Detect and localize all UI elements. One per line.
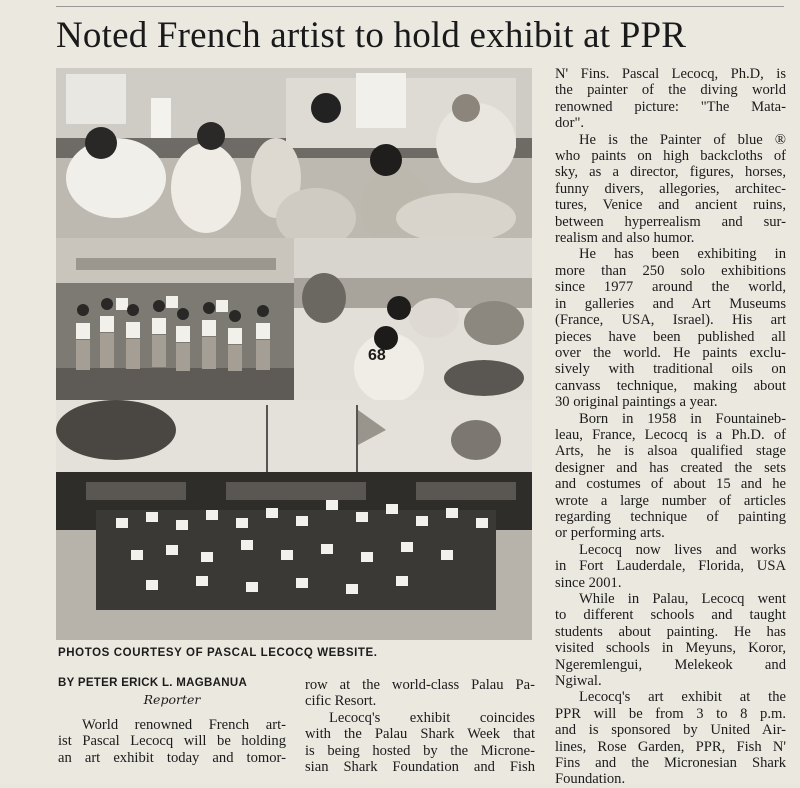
headline: Noted French artist to hold exhibit at PPR xyxy=(56,15,687,56)
article-line: PPR will be from 3 to 8 p.m. xyxy=(555,705,786,722)
photo-students-indoor xyxy=(56,238,294,400)
article-line: World renowned French art- xyxy=(82,717,286,733)
byline: BY PETER ERICK L. MAGBANUA xyxy=(58,677,248,689)
article-line: pieces have been published all xyxy=(555,328,786,345)
article-line: since 2001. xyxy=(555,574,622,591)
article-line: He is the Painter of blue ® xyxy=(579,131,786,148)
article-line: an art exhibit today and tomor- xyxy=(58,749,286,766)
article-line: Lecocq's exhibit coincides xyxy=(329,709,535,726)
article-line: Born in 1958 in Fountaineb- xyxy=(579,410,786,427)
article-line: ist Pascal Lecocq will be holding xyxy=(58,733,286,750)
article-line: Ngiwal. xyxy=(555,673,602,690)
article-line: in Fort Lauderdale, Florida, USA xyxy=(555,558,786,575)
article-line: since 1977 around the world, xyxy=(555,279,786,296)
article-line: funny divers, allegories, architec- xyxy=(555,180,786,197)
article-line: renowned picture: "The Mata- xyxy=(555,98,786,115)
article-line: wrote a large number of articles xyxy=(555,492,786,509)
article-line: Ngeremlengui, Melekeok and xyxy=(555,656,786,673)
article-line: between hyperrealism and sur- xyxy=(555,213,786,230)
byline-role: Reporter xyxy=(143,692,201,707)
article-column-right xyxy=(555,66,786,788)
article-line: leau, France, Lecocq is a Ph.D. of xyxy=(555,426,786,443)
article-line: and is sponsored by United Air- xyxy=(555,722,786,739)
photo-caption: PHOTOS COURTESY OF PASCAL LECOCQ WEBSITE. xyxy=(58,647,378,659)
article-line: or performing arts. xyxy=(555,525,665,542)
jersey-number: 68 xyxy=(368,347,386,364)
article-line: with the Palau Shark Week that xyxy=(305,726,535,743)
article-line: regarding technique of painting xyxy=(555,508,786,525)
article-line: who paints on high backcloths of xyxy=(555,148,786,165)
photo-group-outdoor xyxy=(56,400,532,640)
article-line: and costumes of about 15 and he xyxy=(555,476,786,493)
article-line: Lecocq now lives and works xyxy=(579,541,786,558)
article-line: sky, as a director, figures, horses, xyxy=(555,164,786,181)
photo-student-painting xyxy=(294,238,532,400)
article-line: is being hosted by the Microne- xyxy=(305,742,535,759)
article-line: canvass technique, making about xyxy=(555,377,786,394)
article-line: dor". xyxy=(555,115,585,132)
article-line: Foundation. xyxy=(555,771,626,788)
article-line: realism and also humor. xyxy=(555,230,695,247)
article-line: He has been exhibiting in xyxy=(579,246,786,263)
article-line: sian Shark Foundation and Fish xyxy=(305,759,535,776)
article-line: 30 original paintings a year. xyxy=(555,394,718,411)
article-line: (France, USA, Israel). His art xyxy=(555,312,786,329)
article-line: over the world. He paints exclu- xyxy=(555,344,786,361)
article-line: designer and has created the sets xyxy=(555,459,786,476)
article-line: the painter of the diving world xyxy=(555,82,786,99)
article-line: While in Palau, Lecocq went xyxy=(579,591,786,607)
top-rule xyxy=(56,6,784,7)
article-line: in galleries and Art Museums xyxy=(555,295,786,312)
article-line: more than 250 solo exhibitions xyxy=(555,262,786,279)
article-line: to different schools and taught xyxy=(555,607,786,624)
article-column-left xyxy=(58,717,286,766)
article-line: Fins and the Micronesian Shark xyxy=(555,755,786,772)
article-line: N' Fins. Pascal Lecocq, Ph.D, is xyxy=(555,66,786,82)
article-line: visited schools in Meyuns, Koror, xyxy=(555,640,786,657)
article-line: lines, Rose Garden, PPR, Fish N' xyxy=(555,738,786,755)
article-line: Arts, he is alsoa qualified stage xyxy=(555,443,786,460)
article-line: cific Resort. xyxy=(305,693,377,710)
article-column-middle xyxy=(305,677,535,775)
article-line: sively with traditional oils on xyxy=(555,361,786,378)
article-line: students about painting. He has xyxy=(555,623,786,640)
article-line: Lecocq's art exhibit at the xyxy=(579,689,786,706)
article-line: row at the world-class Palau Pa- xyxy=(305,677,535,693)
photo-classroom xyxy=(56,68,532,238)
article-line: tures, Venice and ancient ruins, xyxy=(555,197,786,214)
